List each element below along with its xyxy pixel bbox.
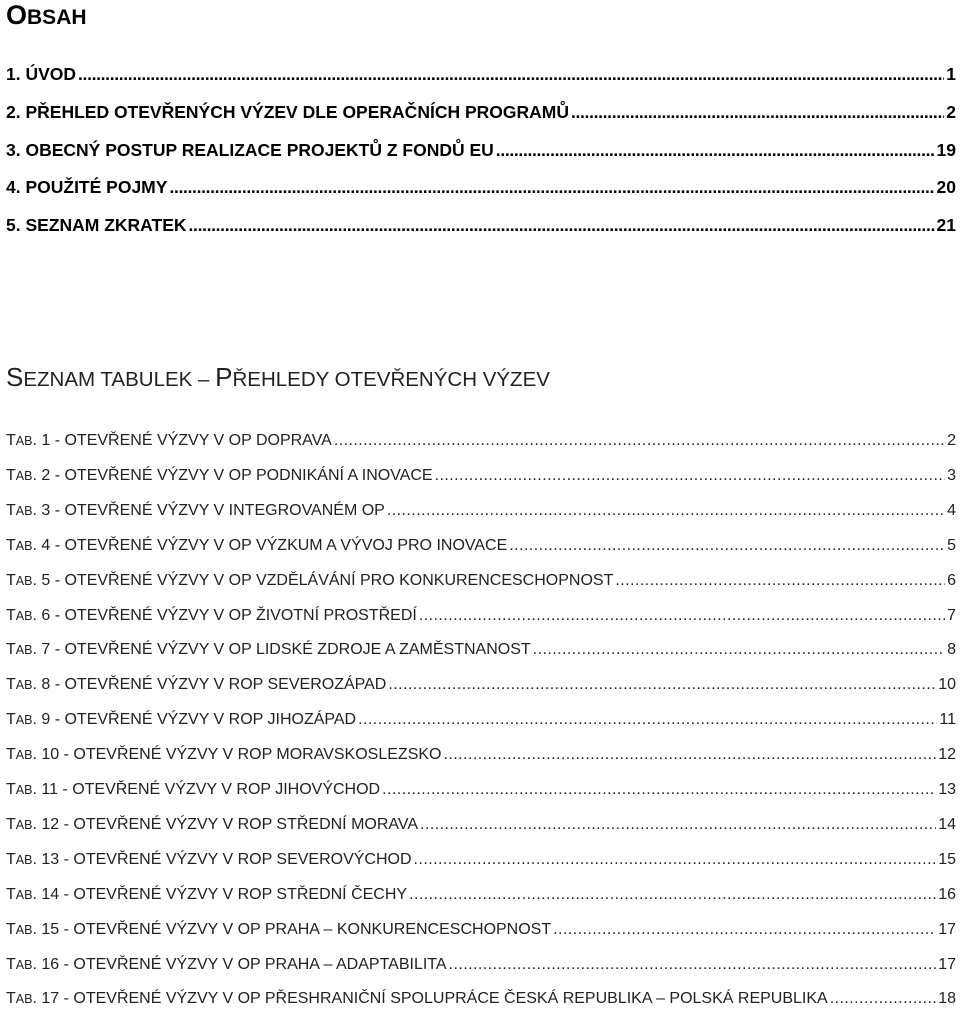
heading-part: EZNAM TABULEK xyxy=(23,368,193,391)
table-toc-page: 4 xyxy=(947,501,956,519)
leader-dots xyxy=(414,850,937,870)
tab-initial: T xyxy=(6,466,16,484)
table-toc-entry[interactable] xyxy=(6,885,956,905)
tab-rest: AB xyxy=(15,992,33,1007)
tab-initial: T xyxy=(6,606,16,624)
table-toc-label: . 16 - OTEVŘENÉ VÝZVY V OP PRAHA – ADAPTABILITA xyxy=(32,955,447,973)
table-toc-page: 8 xyxy=(947,641,956,659)
leader-dots xyxy=(387,501,945,521)
tab-initial: T xyxy=(6,850,16,868)
tab-rest: AB xyxy=(15,678,33,693)
table-toc-page: 2 xyxy=(947,432,956,449)
tab-initial: T xyxy=(6,711,16,729)
toc-entry-page: 2 xyxy=(946,102,956,122)
table-toc-entry[interactable] xyxy=(6,431,956,451)
toc-entry[interactable] xyxy=(6,102,956,122)
table-toc-entry[interactable] xyxy=(6,780,956,800)
tab-rest: AB xyxy=(15,643,33,658)
tab-rest: AB xyxy=(15,783,33,797)
heading-dash: – xyxy=(192,368,216,391)
table-toc-entry[interactable] xyxy=(6,571,956,591)
title-initial: O xyxy=(6,0,28,30)
table-toc-entry[interactable] xyxy=(6,640,956,660)
table-toc-label: . 12 - OTEVŘENÉ VÝZVY V ROP STŘEDNÍ MORAVA xyxy=(32,815,419,833)
table-toc-label: . 13 - OTEVŘENÉ VÝZVY V ROP SEVEROVÝCHOD xyxy=(32,850,412,868)
toc-entry-page: 20 xyxy=(936,177,956,197)
table-toc-label: . 1 - OTEVŘENÉ VÝZVY V OP DOPRAVA xyxy=(32,432,332,449)
table-toc-entry[interactable] xyxy=(6,850,956,870)
table-toc-label: . 17 - OTEVŘENÉ VÝZVY V OP PŘESHRANIČNÍ SPOLUPRÁCE ČESKÁ REPUBLIKA – POLSKÁ REPUBLIKA xyxy=(32,990,828,1008)
table-toc-label: . 9 - OTEVŘENÉ VÝZVY V ROP JIHOZÁPAD xyxy=(32,711,357,729)
tab-rest: AB xyxy=(15,573,33,588)
table-toc-label: . 4 - OTEVŘENÉ VÝZVY V OP VÝZKUM A VÝVOJ PRO INOVACE xyxy=(32,536,508,554)
toc-entry-label: 4. POUŽITÉ POJMY xyxy=(6,177,168,197)
table-toc-page: 15 xyxy=(938,850,956,868)
leader-dots xyxy=(553,920,936,940)
table-toc-label: . 15 - OTEVŘENÉ VÝZVY V OP PRAHA – KONKURENCESCHOPNOST xyxy=(32,920,552,938)
table-toc-page: 13 xyxy=(938,781,956,798)
tab-initial: T xyxy=(6,815,16,833)
table-toc-page: 17 xyxy=(938,920,956,938)
tab-rest: AB xyxy=(15,434,33,448)
tab-initial: T xyxy=(6,676,16,694)
table-toc-entry[interactable] xyxy=(6,815,956,835)
table-toc-label: . 6 - OTEVŘENÉ VÝZVY V OP ŽIVOTNÍ PROSTŘEDÍ xyxy=(32,606,417,624)
table-toc-page: 3 xyxy=(947,466,956,484)
tab-initial: T xyxy=(6,536,16,554)
page-title xyxy=(6,0,87,31)
table-toc-label: . 7 - OTEVŘENÉ VÝZVY V OP LIDSKÉ ZDROJE A ZAMĚSTNANOST xyxy=(32,641,531,659)
tab-rest: AB xyxy=(15,748,33,763)
table-toc-entry[interactable] xyxy=(6,989,956,1009)
table-toc-entry[interactable] xyxy=(6,501,956,521)
leader-dots xyxy=(420,815,936,835)
leader-dots xyxy=(615,571,945,591)
toc-entry-label: 1. ÚVOD xyxy=(6,64,77,84)
table-toc-label: . 5 - OTEVŘENÉ VÝZVY V OP VZDĚLÁVÁNÍ PRO KONKURENCESCHOPNOST xyxy=(32,571,614,589)
title-rest: BSAH xyxy=(27,6,87,29)
tab-initial: T xyxy=(6,885,16,903)
tab-rest: AB xyxy=(15,503,33,518)
toc-entry-label: 5. SEZNAM ZKRATEK xyxy=(6,215,187,235)
table-toc-entry[interactable] xyxy=(6,745,956,765)
table-toc-label: . 14 - OTEVŘENÉ VÝZVY V ROP STŘEDNÍ ČECHY xyxy=(32,885,408,903)
tab-initial: T xyxy=(6,641,16,659)
table-toc-page: 11 xyxy=(939,711,956,729)
tables-heading xyxy=(6,362,550,393)
table-toc-label: . 2 - OTEVŘENÉ VÝZVY V OP PODNIKÁNÍ A INOVACE xyxy=(32,466,433,484)
toc-entry-page: 1 xyxy=(946,64,956,84)
tab-initial: T xyxy=(6,501,16,519)
leader-dots xyxy=(382,780,936,800)
table-toc-entry[interactable] xyxy=(6,536,956,556)
leader-dots xyxy=(533,640,945,660)
toc-entry-page: 19 xyxy=(936,140,956,160)
leader-dots xyxy=(419,606,945,626)
leader-dots xyxy=(830,989,937,1009)
tab-rest: AB xyxy=(15,538,33,553)
toc-entry[interactable] xyxy=(6,177,956,197)
table-toc-label: . 8 - OTEVŘENÉ VÝZVY V ROP SEVEROZÁPAD xyxy=(32,676,387,694)
tab-rest: AB xyxy=(15,817,33,832)
leader-dots xyxy=(169,177,934,197)
leader-dots xyxy=(509,536,945,556)
leader-dots xyxy=(449,955,937,975)
table-toc-entry[interactable] xyxy=(6,955,956,975)
leader-dots xyxy=(358,710,937,730)
toc-entry[interactable] xyxy=(6,215,956,235)
table-toc-page: 7 xyxy=(947,606,956,624)
table-toc-page: 16 xyxy=(938,885,956,903)
tab-rest: AB xyxy=(15,852,33,867)
toc-entry-label: 2. PŘEHLED OTEVŘENÝCH VÝZEV DLE OPERAČNÍCH PROGRAMŮ xyxy=(6,102,569,122)
leader-dots xyxy=(443,745,936,765)
table-toc-entry[interactable] xyxy=(6,920,956,940)
tab-initial: T xyxy=(6,432,16,449)
heading-initial: S xyxy=(6,362,24,392)
toc-entry-page: 21 xyxy=(936,215,956,235)
table-toc-page: 18 xyxy=(938,990,956,1008)
toc-entry[interactable] xyxy=(6,140,956,160)
leader-dots xyxy=(496,140,935,160)
leader-dots xyxy=(388,675,936,695)
leader-dots xyxy=(189,215,935,235)
tab-initial: T xyxy=(6,571,16,589)
leader-dots xyxy=(409,885,936,905)
table-toc-entry[interactable] xyxy=(6,710,956,730)
table-toc-label: . 3 - OTEVŘENÉ VÝZVY V INTEGROVANÉM OP xyxy=(32,501,385,519)
toc-entry-label: 3. OBECNÝ POSTUP REALIZACE PROJEKTŮ Z FONDŮ EU xyxy=(6,140,494,160)
leader-dots xyxy=(334,431,945,451)
table-toc-page: 5 xyxy=(947,536,956,554)
heading-initial: P xyxy=(215,362,233,392)
tab-rest: AB xyxy=(15,957,33,972)
tab-initial: T xyxy=(6,746,16,764)
tab-rest: AB xyxy=(15,887,33,902)
heading-part: ŘEHLEDY OTEVŘENÝCH VÝZEV xyxy=(232,368,550,391)
table-toc-page: 6 xyxy=(947,571,956,589)
table-toc-entry[interactable] xyxy=(6,466,956,486)
tab-rest: AB xyxy=(15,608,33,623)
tab-rest: AB xyxy=(15,468,33,483)
tab-rest: AB xyxy=(15,713,33,728)
table-toc-page: 12 xyxy=(938,746,956,764)
table-toc-page: 17 xyxy=(938,955,956,973)
table-toc-entry[interactable] xyxy=(6,606,956,626)
tab-initial: T xyxy=(6,955,16,973)
table-toc-label: . 10 - OTEVŘENÉ VÝZVY V ROP MORAVSKOSLEZSKO xyxy=(32,746,442,764)
table-toc-entry[interactable] xyxy=(6,675,956,695)
tab-rest: AB xyxy=(15,922,33,937)
tab-initial: T xyxy=(6,990,16,1008)
tab-initial: T xyxy=(6,920,16,938)
leader-dots xyxy=(78,64,944,84)
leader-dots xyxy=(435,466,946,486)
table-toc-page: 10 xyxy=(938,676,956,694)
leader-dots xyxy=(571,102,944,122)
tab-initial: T xyxy=(6,781,16,798)
table-toc-page: 14 xyxy=(938,815,956,833)
toc-entry[interactable] xyxy=(6,64,956,84)
table-toc-label: . 11 - OTEVŘENÉ VÝZVY V ROP JIHOVÝCHOD xyxy=(32,781,381,798)
